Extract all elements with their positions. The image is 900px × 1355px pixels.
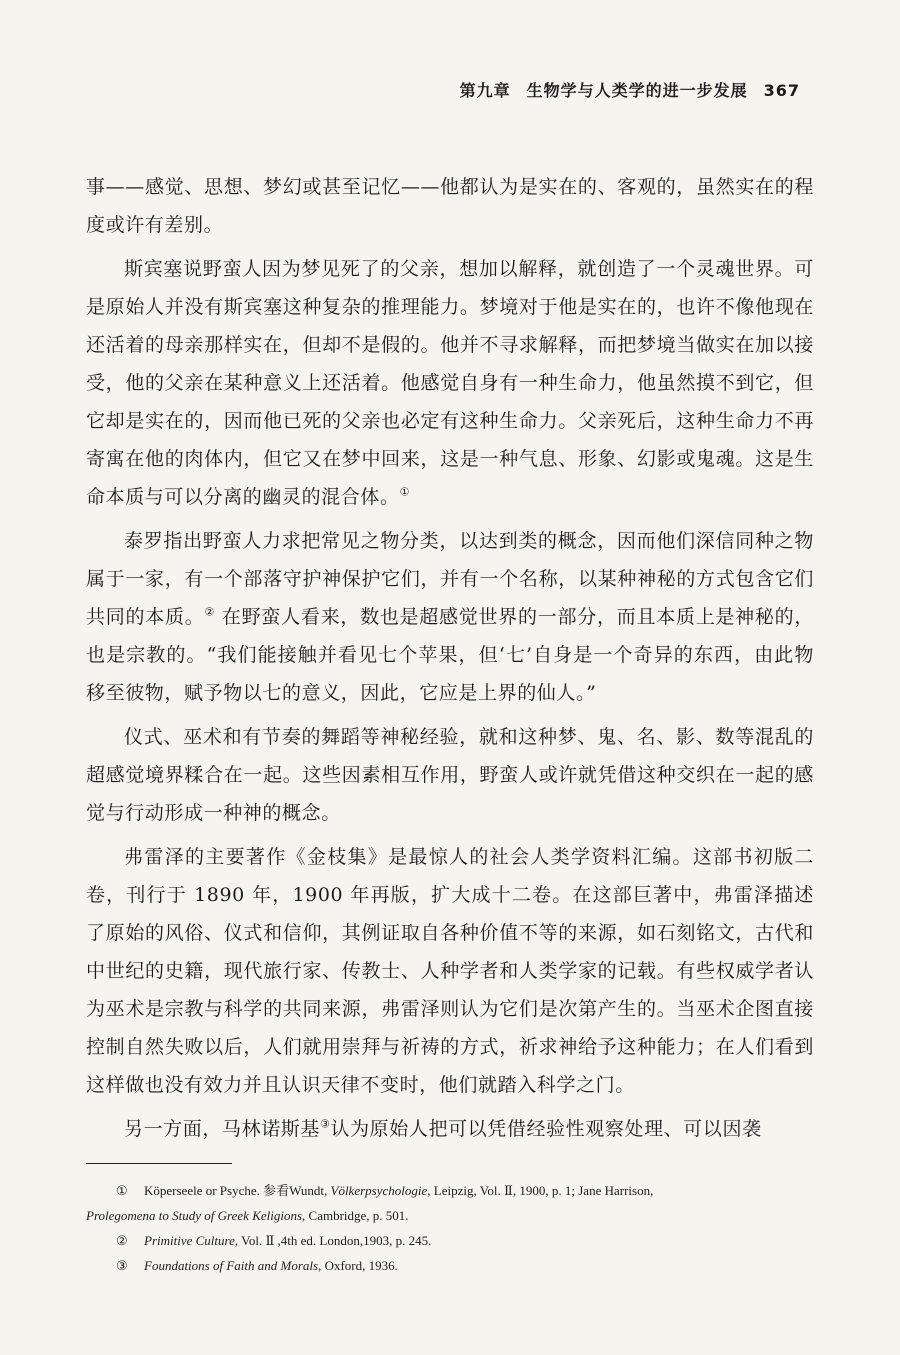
footnote-ref[interactable]: ③ [320, 1117, 331, 1131]
paragraph: 斯宾塞说野蛮人因为梦见死了的父亲，想加以解释，就创造了一个灵魂世界。可是原始人并没有斯宾塞这种复杂的推理能力。梦境对于他是实在的，也许不像他现在还活着的母亲那样实在，但却不是假的。他并不寻求解释，而把梦境当做实在加以接受，他的父亲在某种意义上还活着。他感觉自身有一种生命力，他虽然摸不到它，但它却是实在的，因而他已死的父亲也必定有这种生命力。父亲死后，这种生命力不再寄寓在他的肉体内，但它又在梦中回来，这是一种气息、形象、幻影或鬼魂。这是生命本质与可以分离的幽灵的混合体。① [86, 258, 814, 508]
footnote [86, 1178, 814, 1203]
paragraph: 另一方面，马林诺斯基③认为原始人把可以凭借经验性观察处理、可以因袭 [124, 1117, 762, 1140]
footnote-text: Primitive Culture, Vol. Ⅱ ,4th ed. London,1903, p. 245. [144, 1233, 432, 1248]
paragraph: 仪式、巫术和有节奏的舞蹈等神秘经验，就和这种梦、鬼、名、影、数等混乱的超感觉境界糅合在一起。这些因素相互作用，野蛮人或许就凭借这种交织在一起的感觉与行动形成一种神的概念。 [86, 726, 814, 824]
footnote-divider [86, 1163, 232, 1164]
body-text [86, 168, 814, 1154]
paragraph: 泰罗指出野蛮人力求把常见之物分类，以达到类的概念，因而他们深信同种之物属于一家，有一个部落守护神保护它们，并有一个名称，以某种神秘的方式包含它们共同的本质。② 在野蛮人看来，数也是超感觉世界的一部分，而且本质上是神秘的，也是宗教的。“我们能接触并看见七个苹果，但‘七’自身是一个奇异的东西，由此物移至彼物，赋予物以七的意义，因此，它应是上界的仙人。” [86, 530, 815, 704]
footnote-mark: ② [116, 1233, 128, 1248]
paragraph: 弗雷泽的主要著作《金枝集》是最惊人的社会人类学资料汇编。这部书初版二卷，刊行于 1890 年，1900 年再版，扩大成十二卷。在这部巨著中，弗雷泽描述了原始的风俗、仪式和信仰，其例证取自各种价值不等的来源，如石刻铭文，古代和中世纪的史籍，现代旅行家、传教士、人种学者和人类学家的记载。有些权威学者认为巫术是宗教与科学的共同来源，弗雷泽则认为它们是次第产生的。当巫术企图直接控制自然失败以后，人们就用崇拜与祈祷的方式，祈求神给予这种能力；在人们看到这样做也没有效力并且认识天律不变时，他们就踏入科学之门。 [86, 846, 814, 1096]
footnote-ref[interactable]: ① [399, 485, 411, 499]
paragraph: 事——感觉、思想、梦幻或甚至记忆——他都认为是实在的、客观的，虽然实在的程度或许有差别。 [86, 176, 814, 236]
chapter-title: 生物学与人类学的进一步发展 [526, 81, 748, 100]
footnote-continuation [86, 1203, 814, 1228]
footnote-mark: ① [116, 1183, 128, 1198]
footnote-text: Foundations of Faith and Morals, Oxford, 1936. [144, 1258, 398, 1273]
footnote-text: Prolegomena to Study of Greek Keligions, Cambridge, p. 501. [86, 1208, 409, 1223]
footnote-mark: ③ [116, 1258, 128, 1273]
footnote [86, 1228, 814, 1253]
footnotes [86, 1178, 814, 1278]
footnote-ref[interactable]: ② [204, 605, 216, 619]
footnote-text: Köperseele or Psyche. 参看Wundt, Völkerpsychologie, Leipzig, Vol. Ⅱ, 1900, p. 1; Jane Harrison, [144, 1183, 654, 1198]
chapter-label: 第九章 [459, 81, 511, 100]
page-number: 367 [763, 81, 800, 100]
running-header [460, 78, 800, 101]
footnote [86, 1253, 814, 1278]
